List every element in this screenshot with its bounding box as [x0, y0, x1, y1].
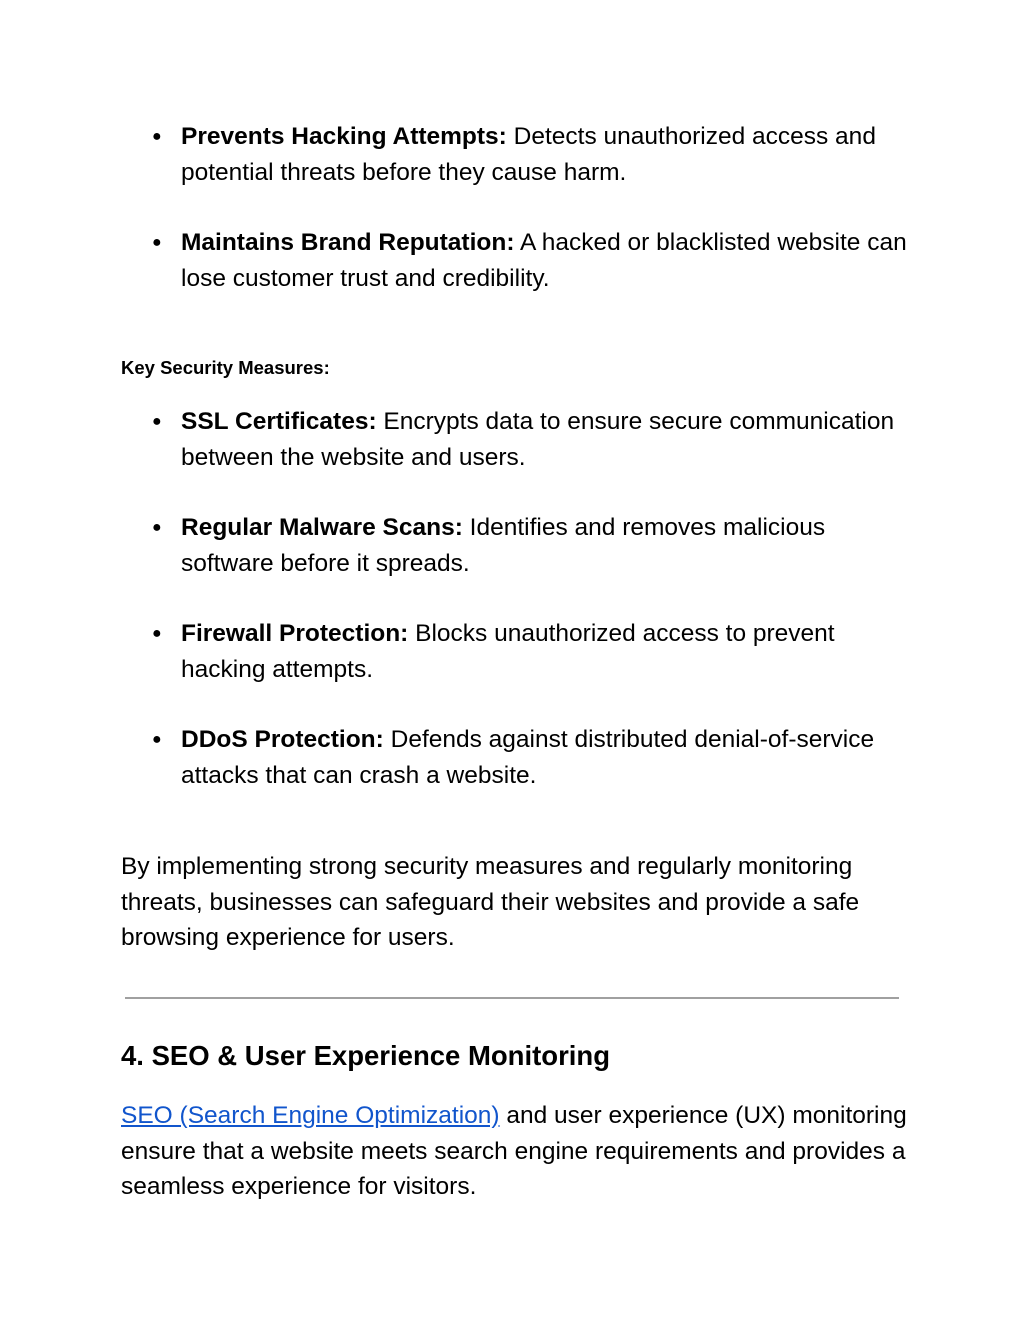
- item-text: Encrypts data to ensure secure communication between the website and users.: [181, 408, 895, 471]
- bullet-icon: ●: [152, 625, 162, 642]
- section-title: 4. SEO & User Experience Monitoring: [121, 1040, 611, 1071]
- item-term: Maintains Brand Reputation:: [181, 229, 515, 256]
- seo-link[interactable]: SEO (Search Engine Optimization): [121, 1102, 500, 1129]
- list-item: [0, 616, 1024, 687]
- bullet-icon: ●: [152, 128, 162, 145]
- list-item: [0, 225, 1024, 296]
- item-text: Identifies and removes malicious software before it spreads.: [181, 514, 826, 577]
- measures-heading: Key Security Measures:: [121, 357, 330, 378]
- bullet-icon: ●: [152, 413, 162, 430]
- item-term: Firewall Protection:: [181, 620, 409, 647]
- bullet-icon: ●: [152, 519, 162, 536]
- seo-paragraph: [121, 1098, 911, 1205]
- horizontal-divider: [125, 997, 899, 999]
- item-term: Regular Malware Scans:: [181, 514, 463, 541]
- bullet-icon: ●: [152, 731, 162, 748]
- measures-list: [0, 404, 1024, 828]
- list-item: [0, 119, 1024, 190]
- list-item: [0, 404, 1024, 475]
- benefits-list: [0, 119, 1024, 331]
- item-text: A hacked or blacklisted website can lose customer trust and credibility.: [181, 229, 907, 292]
- item-term: Prevents Hacking Attempts:: [181, 123, 507, 150]
- item-text: Detects unauthorized access and potential threats before they cause harm.: [181, 123, 876, 186]
- item-text: Blocks unauthorized access to prevent hacking attempts.: [181, 620, 835, 683]
- item-term: SSL Certificates:: [181, 408, 377, 435]
- list-item: [0, 722, 1024, 793]
- list-item: [0, 510, 1024, 581]
- conclusion-paragraph: By implementing strong security measures and regularly monitoring threats, businesses can safeguard their websites and provide a safe browsing experience for users.: [121, 853, 860, 951]
- item-term: DDoS Protection:: [181, 726, 384, 753]
- bullet-icon: ●: [152, 234, 162, 251]
- seo-paragraph-text: and user experience (UX) monitoring ensure that a website meets search engine requirements and provides a seamless experience for visitors.: [121, 1102, 907, 1200]
- item-text: Defends against distributed denial-of-service attacks that can crash a website.: [181, 726, 875, 789]
